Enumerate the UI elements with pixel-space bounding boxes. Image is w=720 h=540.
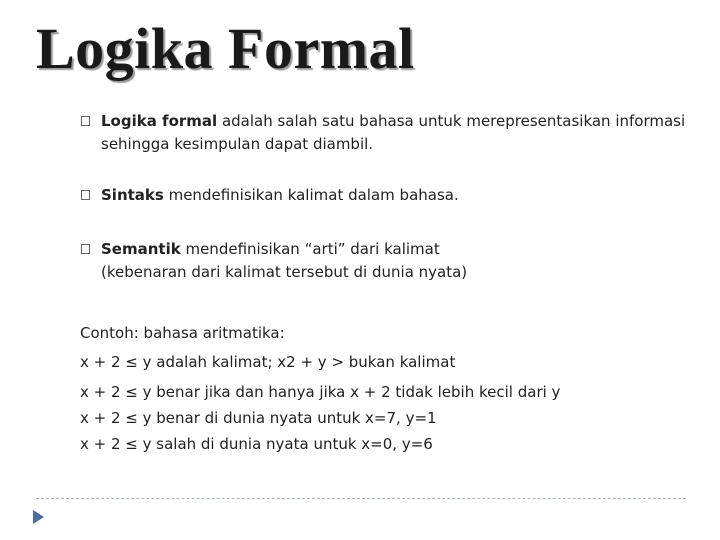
example-line: x + 2 ≤ y salah di dunia nyata untuk x=0, y=6 [80,435,433,453]
bullet-box-icon [81,244,90,254]
bullet-box-icon [81,116,90,126]
bullet-text: adalah salah satu bahasa untuk merepresentasikan informasi sehingga kesimpulan dapat diambil. [101,112,686,153]
bullet-item-semantik [80,238,710,284]
bullet-list [80,110,710,312]
examples-heading: Contoh: bahasa aritmatika: [80,324,285,342]
example-line: x + 2 ≤ y benar di dunia nyata untuk x=7, y=1 [80,409,437,427]
example-line: x + 2 ≤ y adalah kalimat; x2 + y > bukan kalimat [80,353,456,371]
bullet-text: mendefinisikan “arti” dari kalimat [180,240,440,258]
bullet-box-icon [81,190,90,200]
bullet-text-continuation: (kebenaran dari kalimat tersebut di dunia nyata) [101,263,468,281]
play-arrow-icon [33,510,44,524]
example-line: x + 2 ≤ y benar jika dan hanya jika x + 2 tidak lebih kecil dari y [80,383,561,401]
bullet-item-logika-formal [80,110,710,156]
bullet-term: Semantik [101,240,181,258]
bullet-term: Sintaks [101,186,164,204]
bullet-text: mendefinisikan kalimat dalam bahasa. [163,186,459,204]
slide-title: Logika Formal [36,16,415,81]
bullet-term: Logika formal [101,112,218,130]
footer-divider [36,498,686,499]
bullet-item-sintaks [80,184,710,207]
examples-block [80,320,710,457]
